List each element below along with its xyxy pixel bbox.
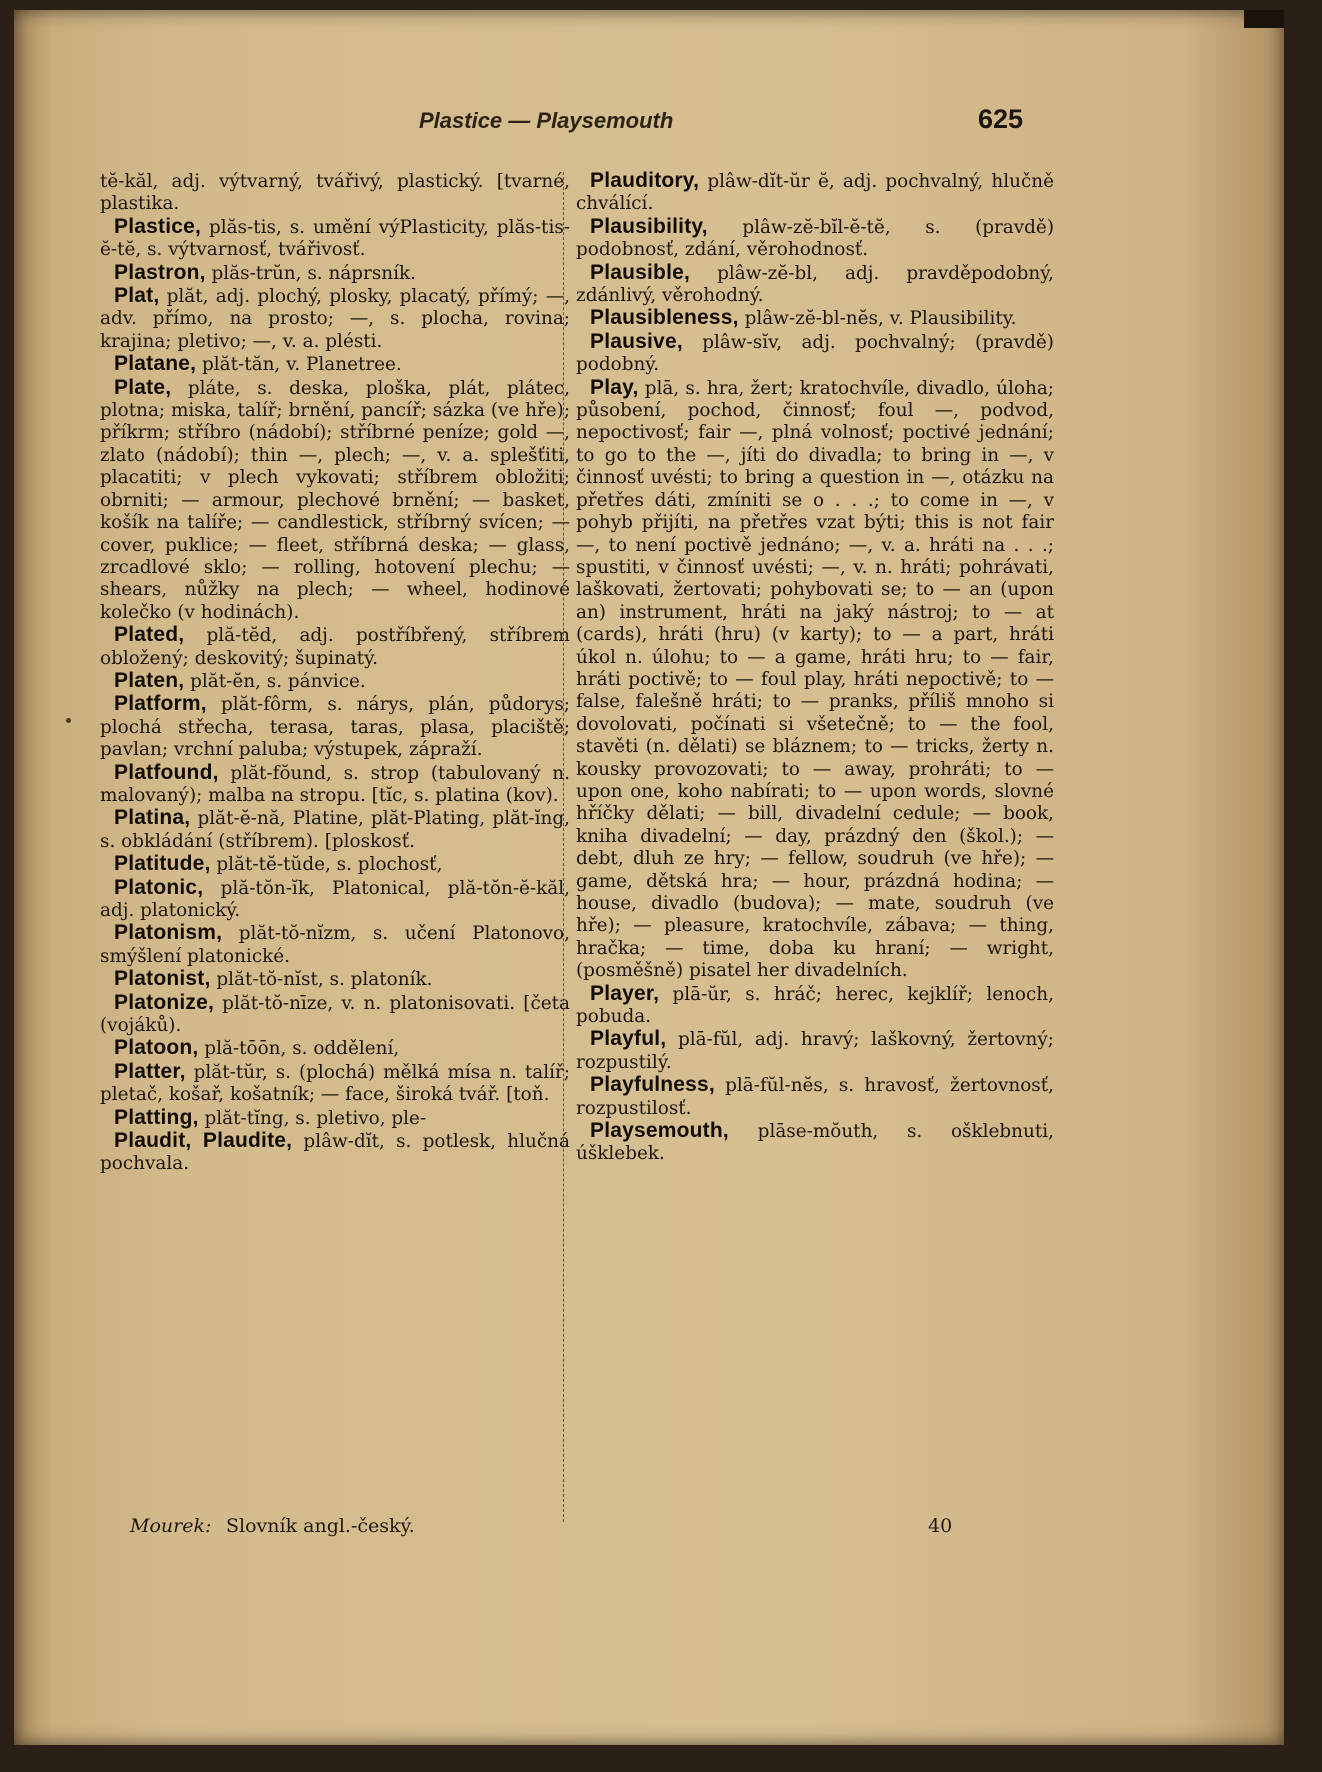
entry-definition: plă-tŏn-ĭk, Platonical, plă-tŏn-ĕ-kăl, adj. platonický. bbox=[100, 877, 570, 921]
entry-headword: Playsemouth, bbox=[590, 1119, 729, 1143]
footer-sheet-number: 40 bbox=[928, 1515, 953, 1537]
dictionary-entry bbox=[100, 992, 570, 1038]
scan-corner-shadow bbox=[1244, 10, 1284, 28]
entry-definition: plā-ŭr, s. hráč; herec, kejklíř; lenoch, pobuda. bbox=[576, 983, 1054, 1028]
entry-definition: plāse-mŏuth, s. ošklebnuti, úšklebek. bbox=[576, 1121, 1054, 1165]
dictionary-entry bbox=[100, 853, 570, 876]
dictionary-page bbox=[14, 10, 1284, 1745]
dictionary-entry bbox=[100, 624, 570, 670]
entry-headword: Plastron, bbox=[114, 260, 206, 284]
entry-definition: plăt-fôrm, s. nárys, plán, půdorys; plochá střecha, terasa, taras, plasa, placiště; pavlan; vrchní paluba; výstupek, zápraží. bbox=[100, 694, 570, 761]
entry-definition: plăt-fŏund, s. strop (tabulovaný n. malovaný); malba na stropu. [tĭc, s. platina (kov). bbox=[100, 762, 570, 806]
entry-definition: plā-fŭl, adj. hravý; laškovný, žertovný; rozpustilý. bbox=[576, 1029, 1054, 1073]
dictionary-entry bbox=[100, 377, 570, 624]
entry-headword: Platonic, bbox=[114, 875, 204, 899]
entry-headword: Plat, bbox=[114, 284, 160, 308]
entry-headword: Plastice, bbox=[114, 214, 202, 238]
entry-headword: Platina, bbox=[114, 806, 191, 830]
dictionary-entry bbox=[100, 807, 570, 853]
entry-definition: plăt-tŏ-nĭst, s. platoník. bbox=[216, 969, 433, 991]
dictionary-entry bbox=[576, 262, 1054, 308]
dictionary-entry bbox=[100, 1130, 570, 1176]
entry-headword: Player, bbox=[590, 981, 660, 1005]
entry-definition: plâw-zĕ-bl-nĕs, v. Plausibility. bbox=[744, 308, 1017, 330]
entry-definition: plăt-tăn, v. Planetree. bbox=[202, 354, 402, 376]
entry-headword: Platitude, bbox=[114, 852, 211, 876]
entry-definition: plăt-tŭr, s. (plochá) mělká mísa n. talíř; pletač, košař, košatník; — face, široká tvář. [toň. bbox=[100, 1061, 570, 1106]
dictionary-entry bbox=[576, 1120, 1054, 1166]
dictionary-entry bbox=[576, 216, 1054, 262]
entry-definition: plăt-tŏ-nĭzm, s. učení Platonovo, smýšlení platonické. bbox=[100, 923, 570, 967]
entry-headword: Plausibleness, bbox=[590, 306, 739, 330]
dictionary-entry bbox=[576, 307, 1054, 330]
dictionary-entry bbox=[100, 262, 570, 285]
entry-definition: plăt, adj. plochý, plosky, placatý, přímý; —, adv. přímo, na prosto; —, s. plocha, rovina; krajina; pletivo; —, v. a. plésti. bbox=[100, 286, 570, 352]
dictionary-entry bbox=[576, 377, 1054, 983]
entry-definition: plăt-tŏ-nīze, v. n. platonisovati. [četa (vojáků). bbox=[100, 992, 570, 1037]
entry-definition: plăt-tĕ-tŭde, s. plochosť, bbox=[216, 854, 443, 876]
entry-definition: plăt-ĕ-nă, Platine, plăt-Plating, plăt-ĭng, s. obkládání (stříbrem). [ploskosť. bbox=[100, 808, 570, 852]
entry-definition: plâw-dĭt, s. potlesk, hlučná pochvala. bbox=[100, 1131, 570, 1175]
dictionary-entry bbox=[100, 922, 570, 968]
dictionary-entry bbox=[100, 170, 570, 216]
entry-definition: plăs-tis, s. umění výPlasticity, plăs-tis-ĕ-tĕ, s. výtvarnosť, tvářivosť. bbox=[100, 216, 570, 261]
margin-speck bbox=[66, 718, 71, 723]
entry-definition: plăt-ĕn, s. pánvice. bbox=[190, 670, 366, 692]
dictionary-entry bbox=[100, 762, 570, 808]
entry-definition: plă-tĕd, adj. postříbřený, stříbrem obložený; deskovitý; šupinatý. bbox=[100, 625, 570, 669]
left-column bbox=[100, 170, 570, 1176]
entry-headword: Plausible, bbox=[590, 260, 691, 284]
entry-definition: plā-fŭl-nĕs, s. hravosť, žertovnosť, rozpustilosť. bbox=[576, 1075, 1054, 1119]
entry-definition: plăs-trŭn, s. náprsník. bbox=[211, 262, 417, 284]
entry-headword: Playfulness, bbox=[590, 1073, 715, 1097]
entry-definition: pláte, s. deska, ploška, plát, plátec, plotna; miska, talíř; brnění, pancíř; sázka (ve hře); příkrm; stříbro (nádobí); stříbrné peníze; gold —, zlato (nádobí); thin —, plech; —, v. a. splešťiti, placatiti; v plech vykovati; stříbrem obložiti; obrniti; — armour, plechové brnění; — basket, košík na talíře; — candlestick, stříbrný svícen; — cover, puklice; — fleet, stříbrná deska; — glass, zrcadlové sklo; — rolling, hotovení plechu; — shears, nůžky na plech; — wheel, hodinové kolečko (v hodinách). bbox=[100, 377, 571, 623]
entry-headword: Platter, bbox=[114, 1059, 186, 1083]
entry-headword: Platen, bbox=[114, 668, 185, 692]
dictionary-entry bbox=[100, 877, 570, 923]
entry-headword: Platane, bbox=[114, 352, 197, 376]
dictionary-entry bbox=[576, 1028, 1054, 1074]
dictionary-entry bbox=[100, 1037, 570, 1060]
entry-definition: plā, s. hra, žert; kratochvíle, divadlo, úloha; působení, pochod, činnosť; foul —, podvod, nepoctivosť; fair —, plná volnosť; poctivé jednání; to go to the —, jíti do divadla; to bring in —, v činnosť uvésti; to bring a question in —, otázku na přetřes dáti, zmíniti se o . . .; to come in —, v pohyb přijíti, na přetřes vzat býti; this is not fair —, to není poctivě jednáno; —, v. a. hráti na . . .; spustiti, v činnosť uvésti; —, v. n. hráti; pohrávati, laškovati, žertovati; pohybovati se; to — an (upon an) instrument, hráti na jaký nástroj; to — at (cards), hráti (hru) (v karty); to — a part, hráti úkol n. úlohu; to — a game, hráti hru; to — fair, hráti poctivě; to — foul play, hráti nepoctivě; to — false, falešně hráti; to — pranks, příliš mnoho si dovolovati, počínati si všetečně; to — the fool, stavěti (n. dělati) se bláznem; to — tricks, žerty n. kousky provozovati; to — away, prohráti; to — upon one, koho nabírati; to — upon words, slovné hříčky dělati; — bill, divadelní cedule; — book, kniha divadelní; — day, prázdný den (škol.); — debt, dluh ze hry; — fellow, soudruh (ve hře); — game, dětská hra; — hour, prázdná hodina; — house, divadlo (budova); — mate, soudruh (ve hře); — pleasure, kratochvíle, zábava; — thing, hračka; — time, doba ku hraní; — wright, (posměšně) pisatel her divadelních. bbox=[576, 377, 1054, 982]
entry-headword: Plausive, bbox=[590, 329, 683, 353]
entry-headword: Platonism, bbox=[114, 921, 223, 945]
entry-headword: Platonist, bbox=[114, 967, 211, 991]
running-title: Plastice — Playsemouth bbox=[419, 108, 674, 133]
dictionary-entry bbox=[100, 1061, 570, 1107]
entry-definition: plâw-dĭt-ŭr ĕ, adj. pochvalný, hlučně chválící. bbox=[576, 171, 1054, 215]
footer-book-title: Slovník angl.-český. bbox=[226, 1515, 415, 1537]
dictionary-entry bbox=[100, 968, 570, 991]
dictionary-entry bbox=[100, 1107, 570, 1130]
entry-headword: Plausibility, bbox=[590, 214, 708, 238]
entry-headword: Platonize, bbox=[114, 990, 215, 1014]
entry-headword: Playful, bbox=[590, 1027, 667, 1051]
dictionary-entry bbox=[100, 353, 570, 376]
entry-definition: plă-tōōn, s. oddělení, bbox=[204, 1038, 400, 1060]
dictionary-entry bbox=[576, 170, 1054, 216]
dictionary-entry bbox=[576, 331, 1054, 377]
entry-headword: Play, bbox=[590, 375, 639, 399]
dictionary-entry bbox=[100, 693, 570, 761]
dictionary-entry bbox=[100, 285, 570, 353]
entry-headword: Plauditory, bbox=[590, 169, 700, 192]
dictionary-entry bbox=[576, 983, 1054, 1029]
entry-headword: Plaudit, Plaudite, bbox=[114, 1129, 293, 1153]
entry-definition: tĕ-kăl, adj. výtvarný, tvářivý, plastický. [tvarné, plastika. bbox=[100, 171, 570, 215]
page-footer bbox=[14, 1515, 1284, 1545]
running-header bbox=[14, 104, 1284, 138]
entry-headword: Platoon, bbox=[114, 1036, 199, 1060]
right-column bbox=[576, 170, 1054, 1166]
entry-headword: Platfound, bbox=[114, 760, 219, 784]
dictionary-entry bbox=[100, 670, 570, 693]
entry-definition: plâw-zĕ-bĭl-ĕ-tĕ, s. (pravdě) podobnosť, zdání, věrohodnosť. bbox=[576, 216, 1054, 261]
footer-author: Mourek: bbox=[130, 1515, 212, 1537]
entry-definition: plâw-sĭv, adj. pochvalný; (pravdě) podobný. bbox=[576, 331, 1054, 376]
entry-headword: Plated, bbox=[114, 623, 185, 647]
entry-definition: plâw-zĕ-bl, adj. pravděpodobný, zdánlivý, věrohodný. bbox=[576, 262, 1054, 307]
entry-definition: plăt-tĭng, s. pletivo, ple- bbox=[204, 1107, 427, 1129]
entry-headword: Plate, bbox=[114, 375, 172, 399]
page-number: 625 bbox=[978, 104, 1024, 134]
dictionary-entry bbox=[100, 216, 570, 262]
dictionary-entry bbox=[576, 1074, 1054, 1120]
entry-headword: Platting, bbox=[114, 1105, 199, 1129]
entry-headword: Platform, bbox=[114, 692, 207, 716]
